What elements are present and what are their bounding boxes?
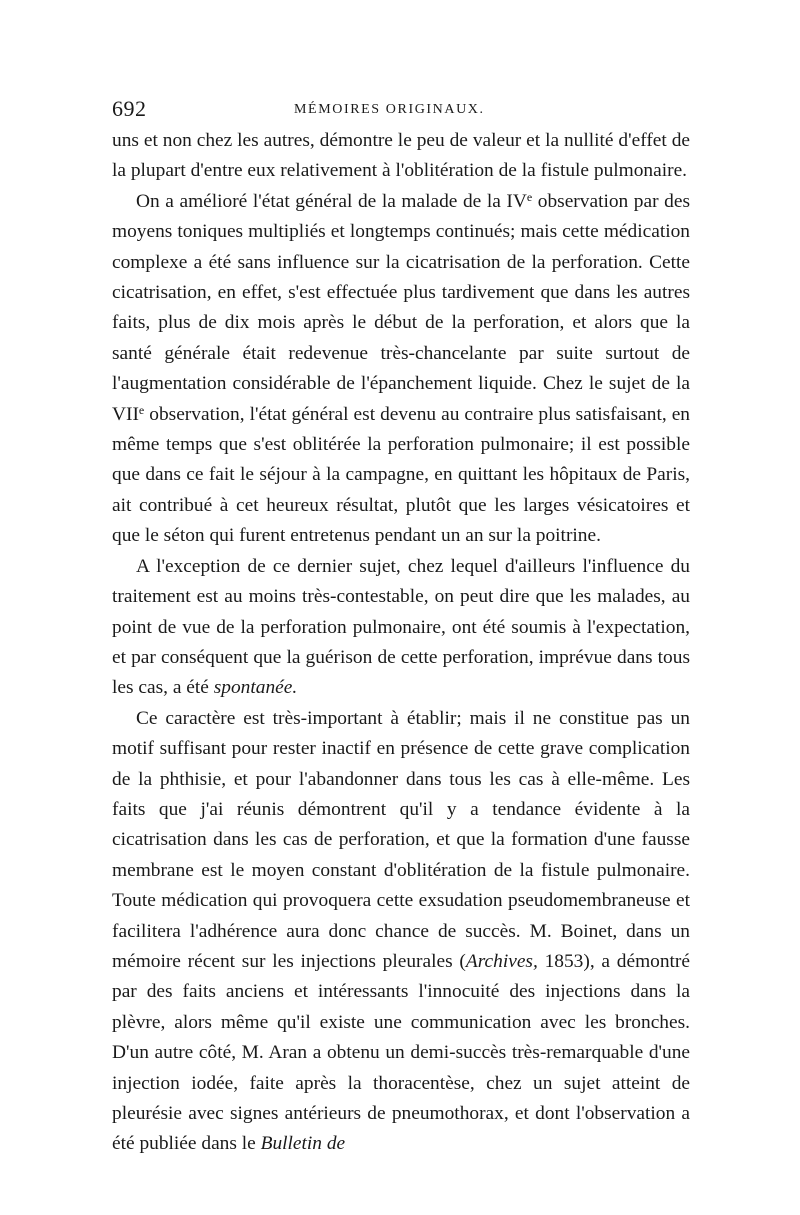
- paragraph-4-text-b: 1853), a démontré par des faits anciens et intéressants l'innocuité des injections dans la plèvre, alors même qu'il existe une communication avec les bronches. D'un autre côté, M. Aran a obtenu un demi-succès très-remarquable d'une injection iodée, faite après la thoracentèse, chez un sujet atteint de pleurésie avec signes antérieurs de pneumothorax, et dont l'observation a été publiée dans le: [112, 950, 690, 1155]
- paragraph-2: [112, 187, 690, 552]
- paragraph-4: [112, 704, 690, 1160]
- paragraph-4-text-a: Ce caractère est très-important à établir; mais il ne constitue pas un motif suffisant pour rester inactif en présence de cette grave complication de la phthisie, et pour l'abandonner dans tous les cas à elle-même. Les faits que j'ai réunis démontrent qu'il y a tendance évidente à la cicatrisation dans les cas de perforation, et que la formation d'une fausse membrane est le moyen constant d'oblitération de la fistule pulmonaire. Toute médication qui provoquera cette exsudation pseudomembraneuse et facilitera l'adhérence aura donc chance de succès. M. Boinet, dans un mémoire récent sur les injections pleurales (: [112, 707, 690, 972]
- body-text: [112, 126, 690, 1160]
- journal-title-bulletin: Bulletin de: [260, 1133, 346, 1155]
- journal-title-archives: Archives,: [465, 950, 538, 972]
- paragraph-2-text-a: On a amélioré l'état général de la malade de la IV: [136, 190, 527, 212]
- paragraph-2-text-c: observation, l'état général est devenu au contraire plus satisfaisant, en même temps que s'est oblitérée la perforation pulmonaire; il est possible que dans ce fait le séjour à la campagne, en quittant les hôpitaux de Paris, ait contribué à cet heureux résultat, plutôt que les larges vésicatoires et que le séton qui furent entretenus pendant un an sur la poitrine.: [112, 403, 690, 547]
- superscript-e: e: [138, 402, 145, 417]
- superscript-e: e: [526, 189, 533, 204]
- paragraph-3-text: A l'exception de ce dernier sujet, chez lequel d'ailleurs l'influence du traitement est au moins très-contestable, on peut dire que les malades, au point de vue de la perforation pulmonaire, ont été soumis à l'expectation, et par conséquent que la guérison de cette perforation, imprévue dans tous les cas, a été: [112, 555, 690, 699]
- book-page: [112, 92, 690, 1160]
- paragraph-1-text: uns et non chez les autres, démontre le peu de valeur et la nullité d'effet de la plupart d'entre eux relativement à l'oblitération de la fistule pulmonaire.: [112, 130, 690, 182]
- page-header: [112, 92, 690, 126]
- page-number: 692: [112, 96, 147, 121]
- paragraph-2-text-b: observation par des moyens toniques multipliés et longtemps continués; mais cette médication complexe a été sans influence sur la cicatrisation de la perforation. Cette cicatrisation, en effet, s'est effectuée plus tardivement que dans les autres faits, plus de dix mois après le début de la perforation, et alors que la santé générale était redevenue très-chancelante par suite surtout de l'augmentation considérable de l'épanchement liquide. Chez le sujet de la VII: [112, 190, 690, 425]
- paragraph-1: [112, 126, 690, 187]
- running-head: MÉMOIRES ORIGINAUX.: [294, 102, 485, 117]
- paragraph-3-italic: spontanée.: [213, 677, 298, 699]
- paragraph-3: [112, 552, 690, 704]
